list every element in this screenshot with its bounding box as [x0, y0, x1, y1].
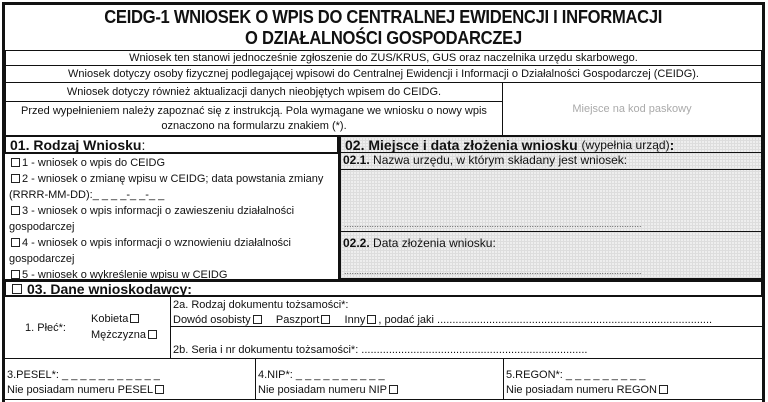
doc-passport[interactable]: Paszport	[276, 314, 332, 326]
pesel-input[interactable]: 3.PESEL*: _ _ _ _ _ _ _ _ _ _ _	[7, 369, 160, 381]
gender-field	[4, 296, 171, 359]
dotted-line: .......................................................................................................................	[344, 266, 642, 276]
nip-field[interactable]	[255, 358, 504, 400]
note-ceidg: Wniosek dotyczy osoby fizycznej podlegającej wpisowi do Centralnej Ewidencji i Informacji o Działalności Gospodarczej (CEIDG).	[5, 65, 762, 83]
option-change-entry[interactable]: 2 - wniosek o zmianę wpisu w CEIDG; data powstania zmiany	[5, 171, 338, 187]
note-instructions-2: oznaczono na formularzu znakiem (*).	[161, 119, 347, 132]
gender-male[interactable]: Mężczyzna	[91, 328, 159, 343]
checkbox[interactable]	[130, 314, 139, 323]
nip-input[interactable]: 4.NIP*: _ _ _ _ _ _ _ _ _ _	[258, 369, 385, 381]
checkbox[interactable]	[12, 284, 22, 294]
change-date-field[interactable]: (RRRR-MM-DD):_ _ _ _-_ _-_ _	[9, 189, 165, 201]
checkbox[interactable]	[11, 158, 20, 167]
doc-other[interactable]: Inny	[345, 314, 379, 326]
field-num: 02.1.	[343, 153, 370, 167]
title-line-2: O DZIAŁALNOŚCI GOSPODARCZEJ	[245, 27, 522, 48]
pesel-field[interactable]	[4, 358, 256, 400]
regon-input[interactable]: 5.REGON*: _ _ _ _ _ _ _ _ _	[506, 369, 646, 381]
section-01-header	[4, 135, 339, 154]
title-line-1: CEIDG-1 WNIOSEK O WPIS DO CENTRALNEJ EWIDENCJI I INFORMACJI	[104, 6, 663, 27]
section-01-items	[4, 153, 339, 280]
checkbox[interactable]	[11, 238, 20, 247]
gender-female[interactable]: Kobieta	[91, 312, 141, 327]
option-resumption-cont: gospodarczej	[9, 253, 75, 265]
submission-date-field[interactable]	[339, 232, 763, 280]
option-suspension-cont: gospodarczej	[9, 221, 75, 233]
checkbox[interactable]	[11, 174, 20, 183]
option-resumption[interactable]: 4 - wniosek o wpis informacji o wznowieniu działalności	[5, 235, 338, 251]
document-number-field[interactable]: 2b. Seria i nr dokumentu tożsamości*: ..........................................................................	[170, 326, 763, 359]
section-03-title: 03. Dane wnioskodawcy:	[27, 280, 192, 297]
no-nip[interactable]: Nie posiadam numeru NIP	[258, 383, 501, 398]
checkbox[interactable]	[148, 330, 157, 339]
section-01-title: 01. Rodzaj Wniosku	[10, 136, 142, 153]
dotted-line: .......................................................................................................................	[344, 219, 642, 229]
checkbox[interactable]	[253, 315, 262, 324]
colon: :	[669, 136, 675, 153]
checkbox[interactable]	[389, 385, 398, 394]
section-03-header[interactable]	[4, 280, 763, 297]
field-num: 02.2.	[343, 236, 370, 250]
no-pesel[interactable]: Nie posiadam numeru PESEL	[7, 383, 253, 398]
note-instructions-1: Przed wypełnieniem należy zapoznać się z instrukcją. Pola wymagane we wniosku o nowy wpis	[21, 104, 487, 117]
note-instructions	[5, 101, 503, 136]
section-02-header	[339, 135, 763, 154]
submission-date-label: Data złożenia wniosku:	[373, 236, 496, 250]
form-title	[5, 5, 762, 50]
no-regon[interactable]: Nie posiadam numeru REGON	[506, 383, 760, 398]
checkbox[interactable]	[11, 270, 20, 279]
section-02-title: 02. Miejsce i data złożenia wniosku	[345, 136, 578, 153]
note-update: Wniosek dotyczy również aktualizacji danych nieobjętych wpisem do CEIDG.	[5, 82, 503, 102]
option-new-entry[interactable]: 1 - wniosek o wpis do CEIDG	[5, 155, 338, 171]
option-deletion[interactable]: 5 - wniosek o wykreślenie wpisu w CEIDG	[5, 267, 338, 283]
doc-id-card[interactable]: Dowód osobisty	[173, 314, 264, 326]
section-02-sub: (wypełnia urząd)	[581, 137, 670, 152]
doc-other-input[interactable]: , podać jaki ..........................................................................................	[378, 314, 713, 326]
document-type-label: 2a. Rodzaj dokumentu tożsamości*:	[173, 299, 349, 311]
checkbox[interactable]	[659, 385, 668, 394]
office-name-label: Nazwa urzędu, w którym składany jest wniosek:	[373, 153, 628, 167]
checkbox[interactable]	[321, 315, 330, 324]
checkbox[interactable]	[155, 385, 164, 394]
gender-label: 1. Płeć*:	[25, 322, 66, 334]
document-type-field	[170, 296, 763, 327]
colon: :	[141, 136, 146, 153]
barcode-area: Miejsce na kod paskowy	[502, 82, 762, 136]
checkbox[interactable]	[11, 206, 20, 215]
checkbox[interactable]	[367, 315, 376, 324]
option-suspension[interactable]: 3 - wniosek o wpis informacji o zawieszeniu działalności	[5, 203, 338, 219]
regon-field[interactable]	[503, 358, 763, 400]
office-name-field[interactable]	[339, 153, 763, 233]
note-zus: Wniosek ten stanowi jednocześnie zgłoszenie do ZUS/KRUS, GUS oraz naczelnika urzędu skarbowego.	[5, 50, 762, 66]
